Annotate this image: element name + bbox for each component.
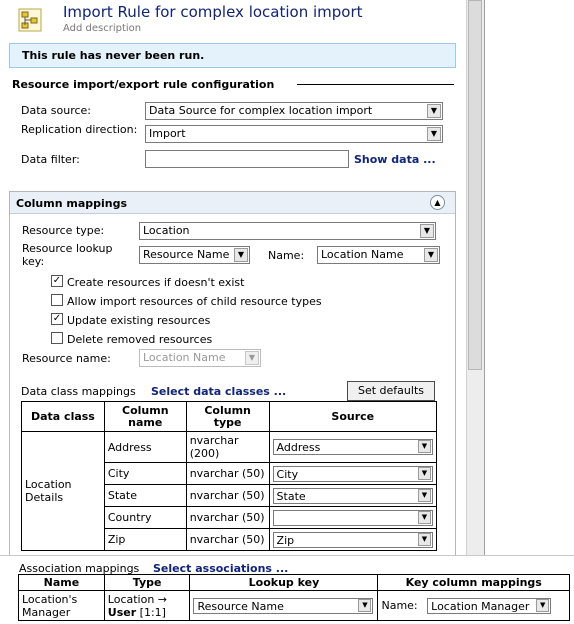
data-class-mappings-table [21, 401, 437, 551]
source-value: Zip [276, 533, 295, 547]
column-type-cell: nvarchar (50) [186, 507, 269, 529]
resource-lookup-key-select[interactable] [139, 246, 250, 264]
association-name-cell [19, 591, 105, 621]
create-resources-label: Create resources if doesn't exist [67, 276, 245, 289]
column-type-text: nvarchar [189, 434, 239, 447]
page-title: Import Rule for complex location import [63, 3, 363, 21]
rule-icon [18, 8, 42, 32]
chevron-down-icon: ▼ [536, 599, 549, 612]
key-name-label: Name: [381, 598, 418, 612]
source-value: Address [276, 441, 321, 454]
resource-lookup-key-label-cont: key: [22, 255, 45, 268]
column-type-text-cont: (200) [189, 447, 220, 460]
data-source-label: Data source: [21, 104, 91, 117]
resource-name-select [139, 349, 261, 367]
collapse-icon[interactable]: ▲ [430, 195, 445, 210]
header-column-type: Column type [186, 402, 269, 432]
column-name-cell: Country [104, 507, 186, 529]
source-select[interactable] [273, 488, 433, 504]
source-select[interactable] [273, 466, 433, 482]
name-label: Name: [268, 249, 305, 262]
select-associations-link[interactable]: Select associations ... [153, 562, 289, 575]
association-type-cardinality: [1:1] [139, 605, 166, 619]
source-value: State [276, 489, 306, 503]
chevron-down-icon: ▼ [420, 224, 434, 238]
scrollbar-thumb[interactable] [468, 0, 482, 370]
header-lookup-key: Lookup key [190, 575, 378, 591]
column-name-cell: Address [104, 432, 186, 463]
allow-child-types-label: Allow import resources of child resource types [67, 295, 322, 308]
column-mappings-header [10, 192, 455, 214]
key-column-mappings-cell [378, 591, 570, 621]
chevron-down-icon: ▼ [418, 440, 431, 453]
chevron-down-icon: ▼ [418, 533, 431, 546]
create-resources-checkbox[interactable]: ✓ [52, 275, 62, 286]
data-class-name: Location [25, 478, 72, 491]
header-data-class: Data class [22, 402, 105, 432]
chevron-down-icon: ▼ [234, 248, 248, 262]
run-status-banner: This rule has never been run. [9, 43, 456, 68]
association-type-bold: User [107, 605, 137, 619]
resource-lookup-key-value: Resource Name [143, 248, 230, 261]
update-existing-label: Update existing resources [67, 314, 211, 327]
column-type-cell: nvarchar (50) [186, 463, 269, 485]
association-type-target [108, 606, 187, 619]
source-select[interactable] [273, 510, 433, 526]
data-class-cell [22, 432, 105, 551]
data-class-mappings-label: Data class mappings [21, 385, 136, 398]
section-divider [297, 84, 454, 85]
table-row [19, 591, 570, 621]
source-cell [269, 507, 436, 529]
chevron-down-icon: ▼ [245, 351, 259, 365]
source-select[interactable] [273, 532, 433, 548]
source-cell [269, 529, 436, 551]
column-type-cell: nvarchar (50) [186, 485, 269, 507]
data-source-value: Data Source for complex location import [149, 104, 373, 117]
delete-removed-checkbox[interactable] [51, 332, 63, 344]
header-column-name: Column name [104, 402, 186, 432]
column-type-cell [186, 432, 269, 463]
chevron-down-icon: ▼ [418, 467, 431, 480]
resource-lookup-key-label: Resource lookup [22, 242, 113, 255]
data-filter-label: Data filter: [21, 153, 80, 166]
update-existing-checkbox[interactable]: ✓ [52, 313, 62, 324]
chevron-down-icon: ▼ [358, 599, 371, 612]
resource-name-value: Location Name [143, 351, 226, 364]
set-defaults-button[interactable]: Set defaults [347, 381, 435, 401]
lookup-name-value: Location Name [321, 248, 404, 261]
chevron-down-icon: ▼ [418, 489, 431, 502]
right-pane-edge [484, 0, 574, 555]
chevron-down-icon: ▼ [427, 127, 441, 141]
association-lookup-key-select[interactable] [193, 598, 373, 614]
delete-removed-label: Delete removed resources [67, 333, 213, 346]
data-filter-input[interactable] [145, 150, 349, 168]
association-mappings-table [18, 574, 570, 621]
source-cell [269, 485, 436, 507]
resource-name-label: Resource name: [22, 352, 111, 365]
column-name-cell: State [104, 485, 186, 507]
allow-child-types-checkbox[interactable] [51, 294, 63, 306]
resource-type-select[interactable] [139, 222, 436, 240]
header-type: Type [104, 575, 190, 591]
header-source: Source [269, 402, 436, 432]
source-select[interactable] [273, 439, 433, 455]
column-name-cell: City [104, 463, 186, 485]
source-cell [269, 463, 436, 485]
data-class-name-cont: Details [25, 491, 64, 504]
source-cell [269, 432, 436, 463]
lookup-key-cell [190, 591, 378, 621]
column-mappings-title: Column mappings [16, 197, 128, 210]
header-key-column-mappings: Key column mappings [378, 575, 570, 591]
association-name-cont: Manager [22, 605, 71, 619]
replication-direction-label: Replication direction: [21, 123, 138, 136]
resource-type-value: Location [143, 224, 190, 237]
column-type-cell: nvarchar (50) [186, 529, 269, 551]
lookup-name-select[interactable] [317, 246, 440, 264]
chevron-down-icon: ▼ [418, 511, 431, 524]
data-source-select[interactable] [145, 102, 443, 120]
chevron-down-icon: ▼ [427, 104, 441, 118]
replication-direction-select[interactable] [145, 125, 443, 143]
table-row [22, 432, 437, 463]
key-name-select[interactable] [427, 598, 551, 614]
association-lookup-key-value: Resource Name [197, 599, 284, 613]
chevron-down-icon: ▼ [424, 248, 438, 262]
key-name-value: Location Manager [431, 599, 530, 613]
show-data-link[interactable]: Show data ... [354, 153, 436, 166]
association-type-cell [104, 591, 190, 621]
column-name-cell: Zip [104, 529, 186, 551]
resource-type-label: Resource type: [22, 224, 105, 237]
association-name: Location's [22, 592, 78, 606]
select-data-classes-link[interactable]: Select data classes ... [151, 385, 287, 398]
header-name: Name [19, 575, 105, 591]
replication-direction-value: Import [149, 127, 186, 140]
source-value: City [276, 467, 299, 481]
association-mappings-label: Association mappings [19, 562, 140, 575]
association-type: Location → [107, 592, 168, 606]
config-section-title: Resource import/export rule configuration [12, 78, 275, 91]
add-description-link[interactable]: Add description [63, 23, 142, 34]
